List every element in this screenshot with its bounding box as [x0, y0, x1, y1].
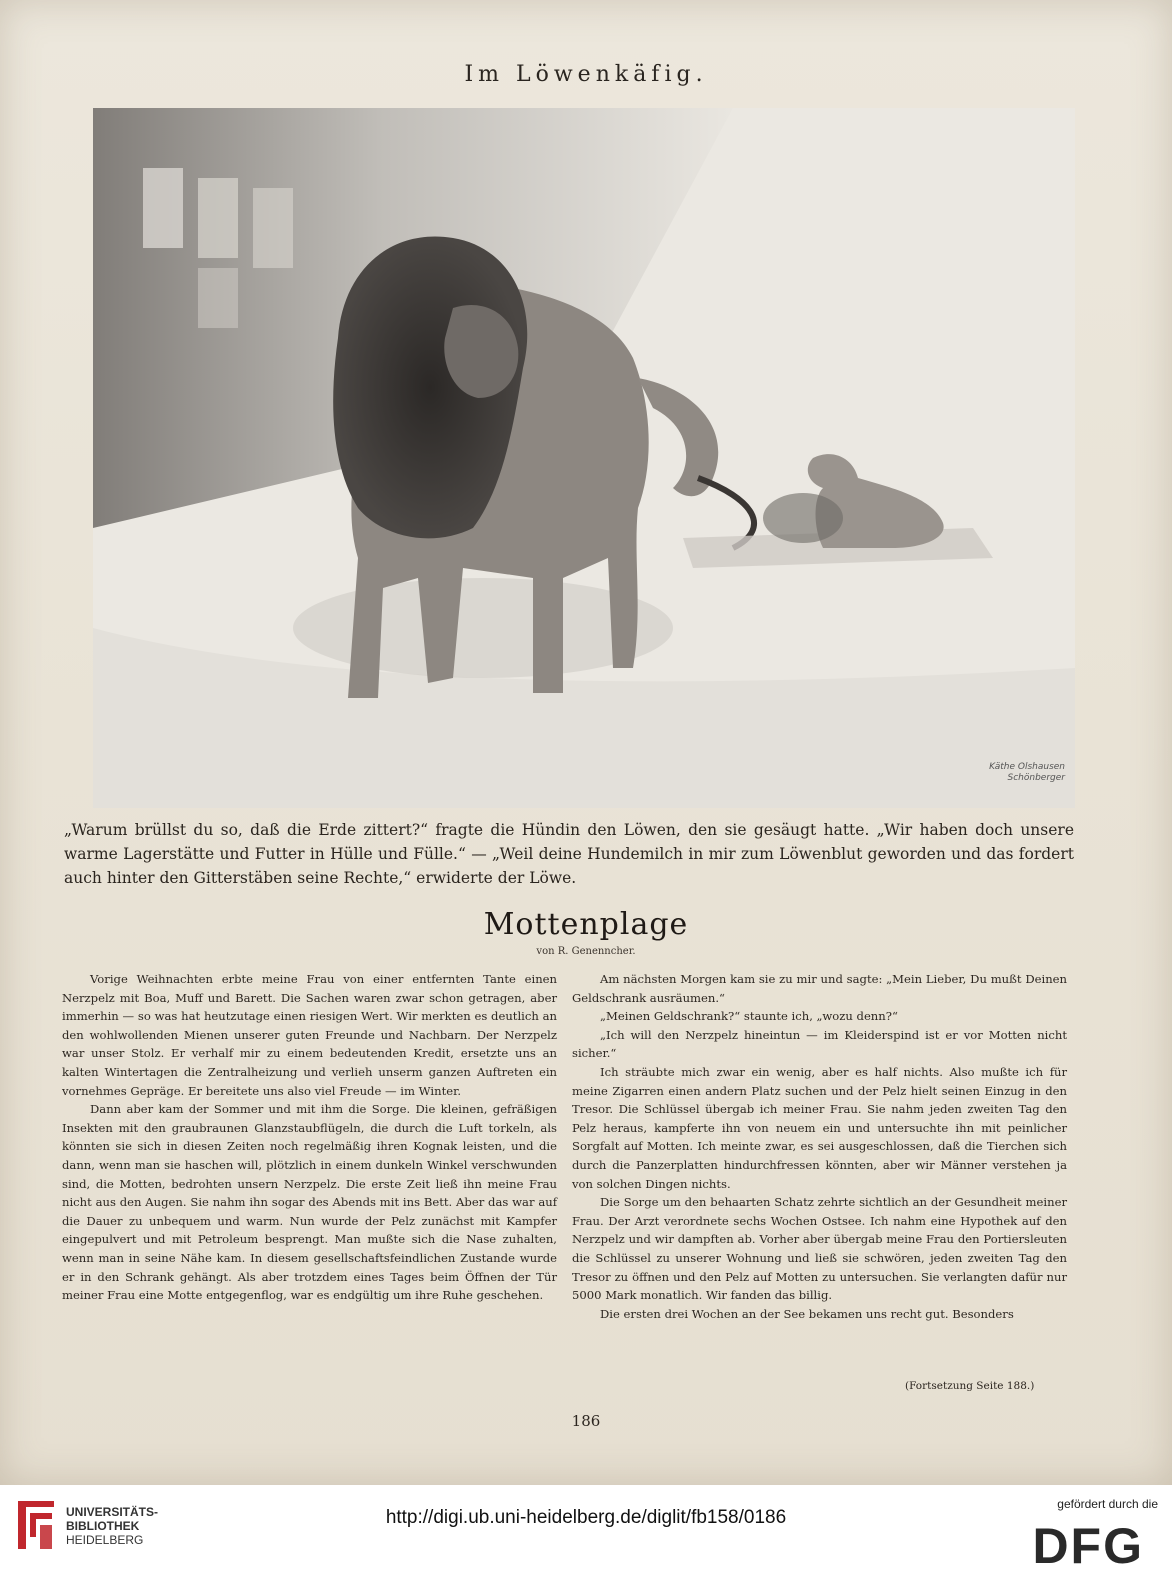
paragraph: Ich sträubte mich zwar ein wenig, aber es half nichts. Also mußte ich für meine Zigarren einen andern Platz suchen und der Pelz hielt seinen Einzug in den Tresor. Die Schlüssel übergab ich meiner Frau. Sie nahm jeden zweiten Tag den Pelz heraus, kampferte ihn von neuem ein und untersuchte ihn mit peinlicher Sorgfalt auf Motten. Ich meinte zwar, es sei ausgeschlossen, daß die Tierchen sich durch die Panzerplatten hindurchfressen könnten, aber wir Männer verstehen ja von solchen Dingen nichts. [572, 1064, 1067, 1191]
page-number: 186 [571, 1412, 601, 1430]
paragraph: Die Sorge um den behaarten Schatz zehrte sichtlich an der Gesundheit meiner Frau. Der Arzt verordnete sechs Wochen Ostsee. Ich nahm eine Hypothek auf den Nerzpelz und wir dampften ab. Vorher aber übergab meine Frau den Portiersleuten die Schlüssel zu unserer Wohnung und ließ sie schwören, jeden zweiten Tag den Tresor zu öffnen und den Pelz auf Motten zu untersuchen. Sie verlangten dafür nur 5000 Mark monatlich. Wir fanden das billig. [572, 1195, 1067, 1303]
funded-by-label: gefördert durch die [1057, 1497, 1158, 1511]
lion-and-hound-drawing [93, 108, 1075, 808]
paragraph: Die ersten drei Wochen an der See bekamen uns recht gut. Besonders [600, 1306, 1014, 1321]
signature-line-2: Schönberger [1007, 773, 1065, 783]
text-column-right [572, 970, 1067, 1323]
illustration-caption: „Warum brüllst du so, daß die Erde zittert?“ fragte die Hündin den Löwen, den sie gesäugt hatte. „Wir haben doch unsere warme Lagerstätte und Futter in Hülle und Fülle.“ — „Weil deine Hundemilch in mir zum Löwenblut geworden und das fordert auch hinter den Gitterstäben seine Rechte,“ erwiderte der Löwe. [64, 821, 1074, 887]
library-name-line-3: HEIDELBERG [66, 1533, 144, 1547]
running-title: Im Löwenkäfig. [464, 62, 708, 87]
article-byline: von R. Genenncher. [536, 946, 636, 957]
paragraph: Am nächsten Morgen kam sie zu mir und sagte: „Mein Lieber, Du mußt Deinen Geldschrank ausräumen.“ [572, 972, 1067, 1005]
artist-signature [989, 762, 1065, 784]
library-name-line-1: UNIVERSITÄTS- [66, 1505, 159, 1519]
continuation-note: (Fortsetzung Seite 188.) [905, 1380, 1035, 1392]
viewer-footer [0, 1485, 1172, 1591]
paragraph: Dann aber kam der Sommer und mit ihm die Sorge. Die kleinen, gefräßigen Insekten mit den graubraunen Glanzstaubflügeln, die durch die Luft torkeln, als könnten sie sich in diesen Zeiten noch regelmäßig ihren Kognak leisten, und die dann, wenn man sie haschen will, plötzlich in einem dunkeln Winkel verschwunden sind, die Motten, bedrohten unsern Nerzpelz. Die erste Zeit ließ ihn meine Frau nicht aus den Augen. Sie nahm ihn sogar des Abends mit ins Bett. Aber das war auf die Dauer zu unbequem und warm. Nun wurde der Pelz zunächst mit Kampfer eingepulvert und mit Petroleum besprengt. Man mußte sich die Nase zuhalten, wenn man in seine Nähe kam. In diesem gesellschaftsfeindlichen Zustande wurde er in den Schrank gehängt. Als aber trotzdem eines Tages beim Öffnen der Tür meiner Frau eine Motte entgegenflog, war es endgültig um ihre Ruhe geschehen. [62, 1102, 557, 1303]
library-name-line-2: BIBLIOTHEK [66, 1519, 140, 1533]
article-title: Mottenplage [483, 907, 689, 942]
paragraph: Vorige Weihnachten erbte meine Frau von einer entfernten Tante einen Nerzpelz mit Boa, Muff und Barett. Die Sachen waren zwar schon getragen, aber immerhin — so was hat heutzutage einen riesigen Wert. Wir merkten es deutlich an den wohlwollenden Mienen unserer guten Freunde und Nachbarn. Der Nerzpelz war unser Stolz. Er verhalf mir zu einem bedeutenden Kredit, ersetzte uns an kalten Wintertagen die Zentralheizung und verlieh unserm ganzen Auftreten ein vornehmes Gepräge. Er bereitete uns also viel Freude — im Winter. [62, 972, 557, 1098]
permalink-url[interactable]: http://digi.ub.uni-heidelberg.de/diglit/fb158/0186 [385, 1507, 787, 1528]
dfg-logo[interactable]: DFG [1032, 1518, 1144, 1574]
lion-illustration [93, 108, 1075, 808]
signature-line-1: Käthe Olshausen [989, 762, 1065, 772]
paragraph: „Ich will den Nerzpelz hineintun — im Kleiderspind ist er vor Motten nicht sicher.“ [572, 1027, 1067, 1061]
text-column-left [62, 970, 557, 1305]
paragraph: „Meinen Geldschrank?“ staunte ich, „wozu denn?“ [600, 1009, 898, 1024]
